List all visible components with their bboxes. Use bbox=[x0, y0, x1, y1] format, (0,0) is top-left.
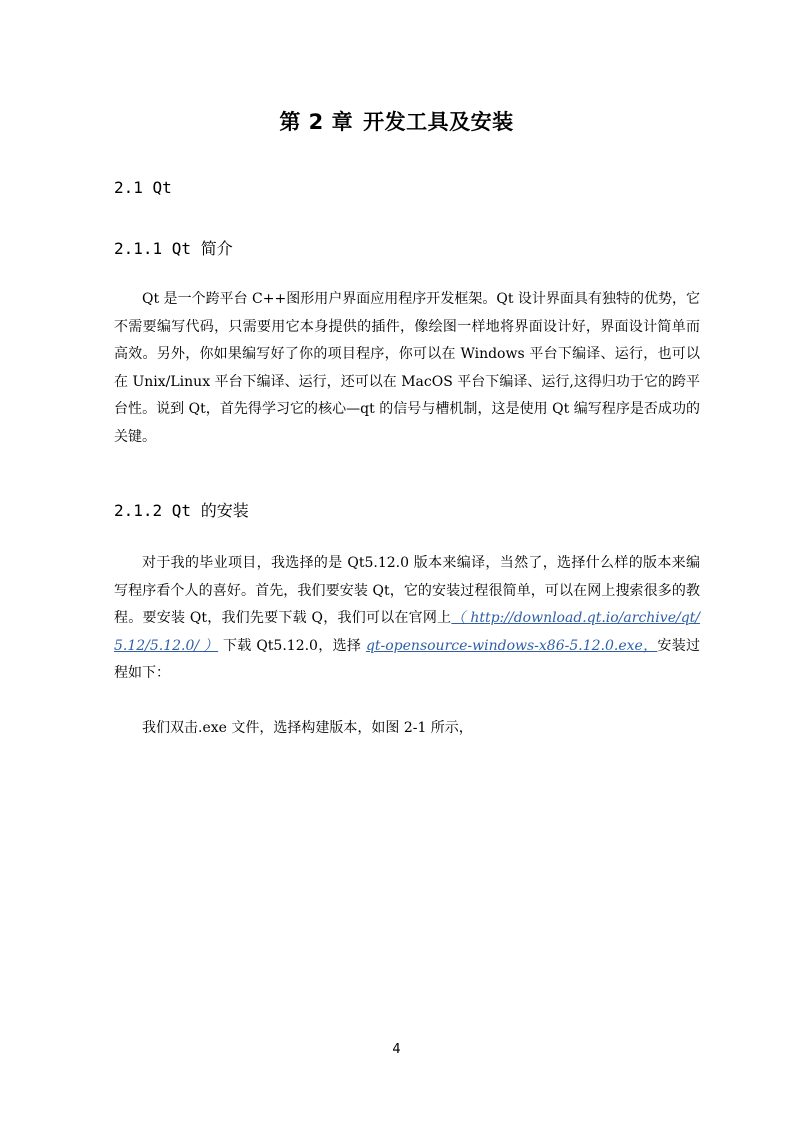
section-heading-2-1-1: 2.1.1 Qt 简介 bbox=[114, 239, 233, 258]
paragraph-double-click: 我们双击.exe 文件，选择构建版本，如图 2-1 所示， bbox=[142, 720, 473, 736]
download-link[interactable]: （ http://download.qt.io/archive/qt/5.12/5.12.0/ ） bbox=[114, 610, 701, 654]
install-text-mid: 下载 Qt5.12.0，选择 bbox=[218, 637, 366, 654]
installer-file-link[interactable]: qt-opensource-windows-x86-5.12.0.exe， bbox=[365, 637, 658, 654]
chapter-number: 第 2 章 bbox=[279, 110, 354, 134]
install-text: 对于我的毕业项目，我选择的是 Qt5.12.0 版本来编译，当然了，选择什么样的版本来编写程序看个人的喜好。首先，我们要安装 Qt，它的安装过程很简单，可以在网上搜索很多的教程。要安装 Qt，我们先要下载 Q，我们可以在官网上 bbox=[114, 555, 700, 626]
page-number: 4 bbox=[392, 1042, 401, 1057]
chapter-heading bbox=[0, 106, 793, 136]
install-text-end: 安装过程如下： bbox=[114, 637, 701, 681]
paragraph-qt-install bbox=[114, 550, 700, 688]
section-heading-2-1: 2.1 Qt bbox=[114, 178, 172, 197]
paragraph-qt-intro: Qt 是一个跨平台 C++图形用户界面应用程序开发框架。Qt 设计界面具有独特的优势，它不需要编写代码，只需要用它本身提供的插件，像绘图一样地将界面设计好，界面设计简单而高效。另外，你如果编写好了你的项目程序，你可以在 Windows 平台下编译、运行，也可以在 Unix/Linux 平台下编译、运行，还可以在 MacOS 平台下编译、运行,这得归功于它的跨平台性。说到 Qt，首先得学习它的核心—qt 的信号与槽机制，这是使用 Qt 编写程序是否成功的关键。 bbox=[114, 291, 700, 445]
section-heading-2-1-2: 2.1.2 Qt 的安装 bbox=[114, 501, 249, 520]
chapter-title: 开发工具及安装 bbox=[363, 110, 514, 134]
